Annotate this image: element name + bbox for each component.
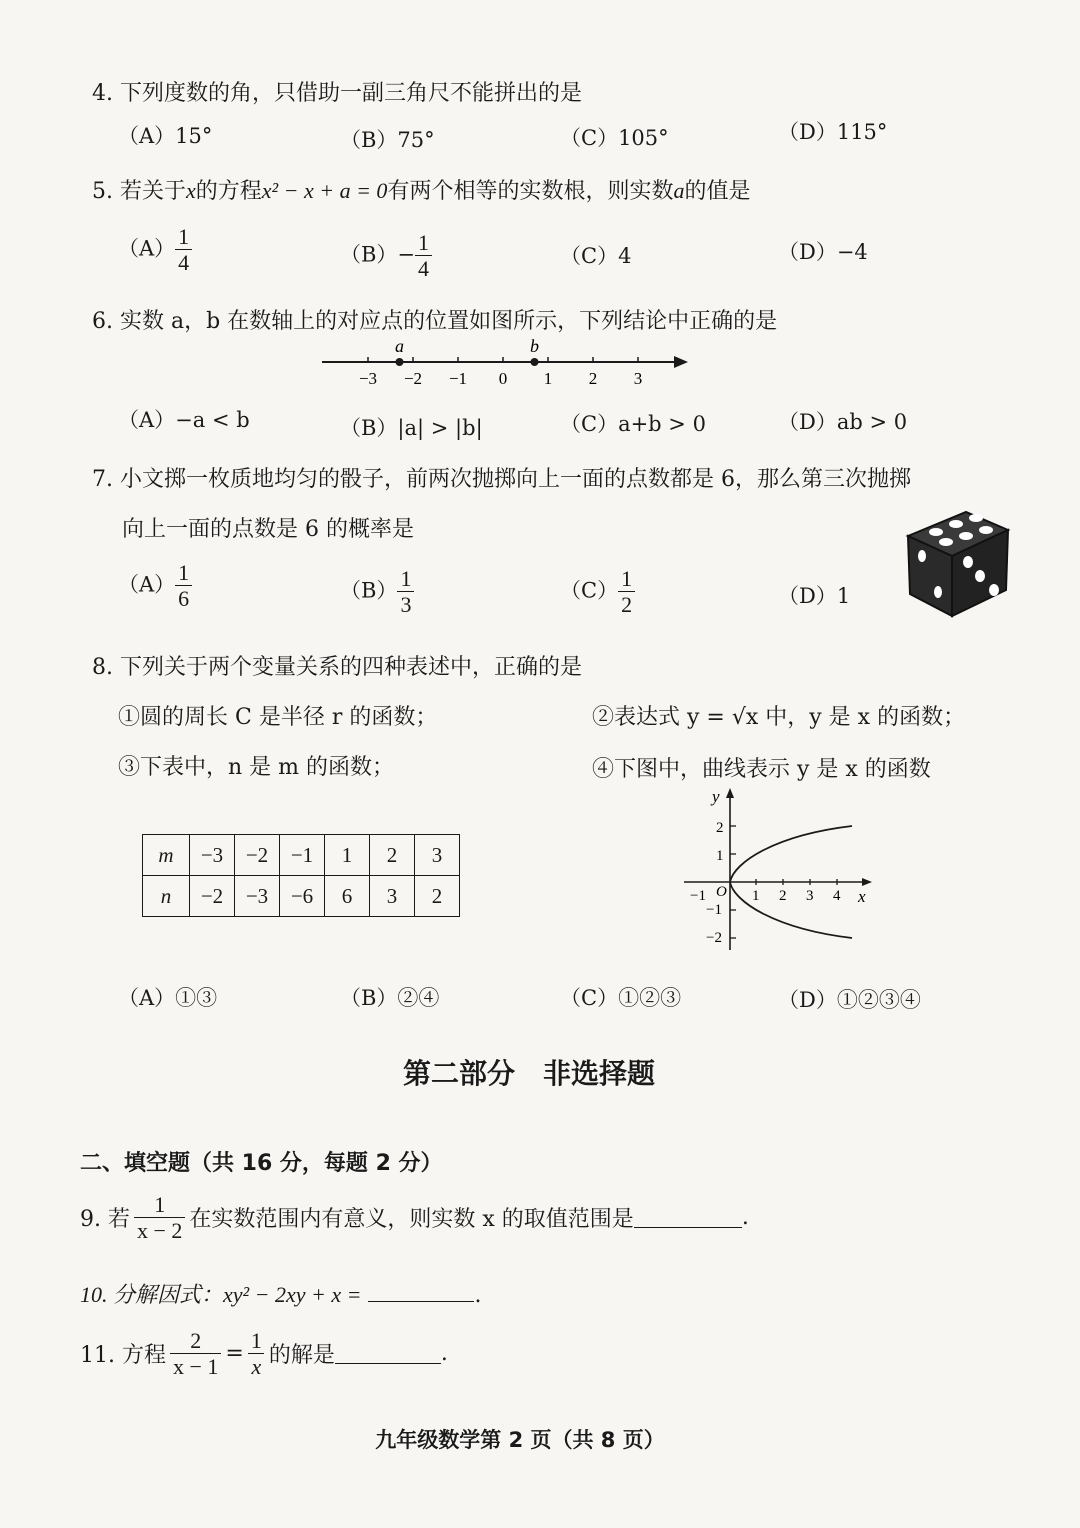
dice-pip: [939, 538, 953, 546]
dice-pip: [969, 514, 983, 522]
fraction: $\frac{1}{x}$: [248, 1328, 265, 1380]
fraction: $\frac{1}{x - 2}$: [134, 1192, 185, 1244]
q7-option-c: （C） $\frac{1}{2}$: [560, 566, 635, 618]
table-cell: 6: [325, 876, 370, 917]
q6-option-c: （C）a+b > 0: [560, 412, 706, 436]
q6-option-d: （D）ab > 0: [778, 410, 908, 434]
q7-option-d: （D）1: [778, 584, 851, 608]
dice-pip: [959, 532, 973, 540]
number-line-point-a: [396, 358, 404, 366]
curve-upper-branch: [730, 826, 852, 882]
x-tick-label: 2: [779, 888, 787, 904]
dice-pip: [918, 550, 926, 562]
q8-option-c: （C）①②③: [560, 986, 682, 1010]
table-row: [143, 835, 460, 876]
q7-stem-line2: 向上一面的点数是 6 的概率是: [122, 517, 414, 542]
origin-label: O: [716, 884, 727, 900]
number-line-arrow: [674, 356, 688, 368]
q9: 9. 若 $\frac{1}{x - 2}$ 在实数范围内有意义，则实数 x 的取值范围是 .: [80, 1192, 749, 1244]
q8-stem: 8. 下列关于两个变量关系的四种表述中，正确的是: [92, 655, 582, 680]
q5-option-c: （C）4: [560, 244, 632, 268]
number-line: [310, 336, 700, 392]
q10: 10. 分解因式：xy² − 2xy + x = .: [80, 1282, 482, 1308]
table-cell: 3: [370, 876, 415, 917]
x-tick-label: 3: [806, 888, 814, 904]
part2-title: 第二部分 非选择题: [402, 1057, 655, 1090]
dice-pip: [929, 528, 943, 536]
q5-option-b: （B）− $\frac{1}{4}$: [340, 230, 432, 282]
number-line-point-label: a: [395, 336, 404, 356]
y-tick-label: 1: [716, 848, 724, 864]
x-axis-arrow: [862, 878, 872, 886]
q4-option-b: （B）75°: [340, 128, 435, 152]
fraction: $\frac{1}{2}$: [618, 566, 635, 618]
fraction: $\frac{1}{6}$: [175, 560, 192, 612]
table-cell: 1: [325, 835, 370, 876]
table-cell: 3: [415, 835, 460, 876]
fraction: $\frac{1}{4}$: [175, 224, 192, 276]
y-tick-label: −2: [706, 930, 722, 946]
y-axis-label: y: [712, 787, 720, 806]
x-tick-label: 4: [833, 888, 841, 904]
number-line-tick-label: −3: [358, 369, 378, 388]
table-cell: 2: [415, 876, 460, 917]
q5-option-a: （A） $\frac{1}{4}$: [118, 224, 192, 276]
dice-pip: [963, 556, 973, 568]
number-line-tick-label: 0: [498, 369, 508, 388]
table-header-cell: n: [143, 876, 190, 917]
fraction: $\frac{2}{x - 1}$: [170, 1328, 221, 1380]
dice-pip: [979, 526, 993, 534]
answer-blank[interactable]: [368, 1281, 474, 1302]
q7-option-a: （A） $\frac{1}{6}$: [118, 560, 192, 612]
q11: 11. 方程 $\frac{2}{x - 1}$ = $\frac{1}{x}$ 的解是 .: [80, 1328, 448, 1380]
dice-image: [896, 498, 1016, 622]
number-line-point-b: [531, 358, 539, 366]
answer-blank[interactable]: [335, 1343, 441, 1364]
number-line-tick-label: 1: [543, 369, 553, 388]
table-cell: −2: [190, 876, 235, 917]
dice-pip: [934, 586, 942, 598]
number-line-tick-label: 2: [588, 369, 598, 388]
table-row: [143, 876, 460, 917]
x-tick-label: 1: [752, 888, 760, 904]
q8-statement-2: ②表达式 y = √x 中，y 是 x 的函数；: [592, 705, 966, 730]
table-header-cell: m: [143, 835, 190, 876]
fraction: $\frac{1}{3}$: [397, 566, 414, 618]
fraction: $\frac{1}{4}$: [415, 230, 432, 282]
table-cell: 2: [370, 835, 415, 876]
page-footer: 九年级数学第 2 页（共 8 页）: [375, 1428, 665, 1452]
number-line-point-label: b: [530, 336, 539, 356]
dice-pip: [989, 584, 999, 596]
q7-stem-line1: 7. 小文掷一枚质地均匀的骰子，前两次抛掷向上一面的点数都是 6，那么第三次抛掷: [92, 467, 911, 492]
answer-blank[interactable]: [634, 1207, 742, 1228]
q4-stem: 4. 下列度数的角，只借助一副三角尺不能拼出的是: [92, 81, 582, 106]
q8-option-a: （A）①③: [118, 986, 218, 1010]
q8-statement-1: ①圆的周长 C 是半径 r 的函数；: [118, 705, 438, 730]
section2-title: 二、填空题（共 16 分，每题 2 分）: [80, 1151, 443, 1176]
y-tick-label: 2: [716, 820, 724, 836]
q6-option-a: （A）−a < b: [118, 408, 250, 432]
q5-option-d: （D）−4: [778, 240, 868, 264]
x-axis-label: x: [858, 887, 866, 906]
table-cell: −3: [190, 835, 235, 876]
q4-option-a: （A）15°: [118, 124, 213, 148]
table-cell: −3: [235, 876, 280, 917]
q8-statement-3: ③下表中，n 是 m 的函数；: [118, 755, 395, 780]
q8-graph: [676, 782, 886, 954]
table-cell: −2: [235, 835, 280, 876]
q6-option-b: （B）|a| > |b|: [340, 416, 483, 440]
dice-pip: [975, 570, 985, 582]
q5-equation: x² − x + a = 0: [261, 178, 388, 203]
number-line-tick-label: −1: [448, 369, 468, 388]
x-tick-label: −1: [690, 888, 706, 904]
table-cell: −6: [280, 876, 325, 917]
number-line-tick-label: 3: [633, 369, 643, 388]
q6-stem: 6. 实数 a，b 在数轴上的对应点的位置如图所示，下列结论中正确的是: [92, 309, 778, 334]
dice-pip: [949, 520, 963, 528]
q4-option-c: （C）105°: [560, 126, 669, 150]
q5-stem: 5. 若关于x的方程x² − x + a = 0有两个相等的实数根，则实数a的值是: [92, 178, 751, 204]
number-line-tick-label: −2: [403, 369, 423, 388]
table-cell: −1: [280, 835, 325, 876]
y-tick-label: −1: [706, 902, 722, 918]
y-axis-arrow: [726, 788, 734, 798]
q8-option-b: （B）②④: [340, 986, 440, 1010]
q8-option-d: （D）①②③④: [778, 988, 921, 1012]
q7-option-b: （B） $\frac{1}{3}$: [340, 566, 414, 618]
q8-statement-4: ④下图中，曲线表示 y 是 x 的函数: [592, 757, 931, 782]
q4-option-d: （D）115°: [778, 120, 888, 144]
mn-table: [142, 834, 460, 917]
